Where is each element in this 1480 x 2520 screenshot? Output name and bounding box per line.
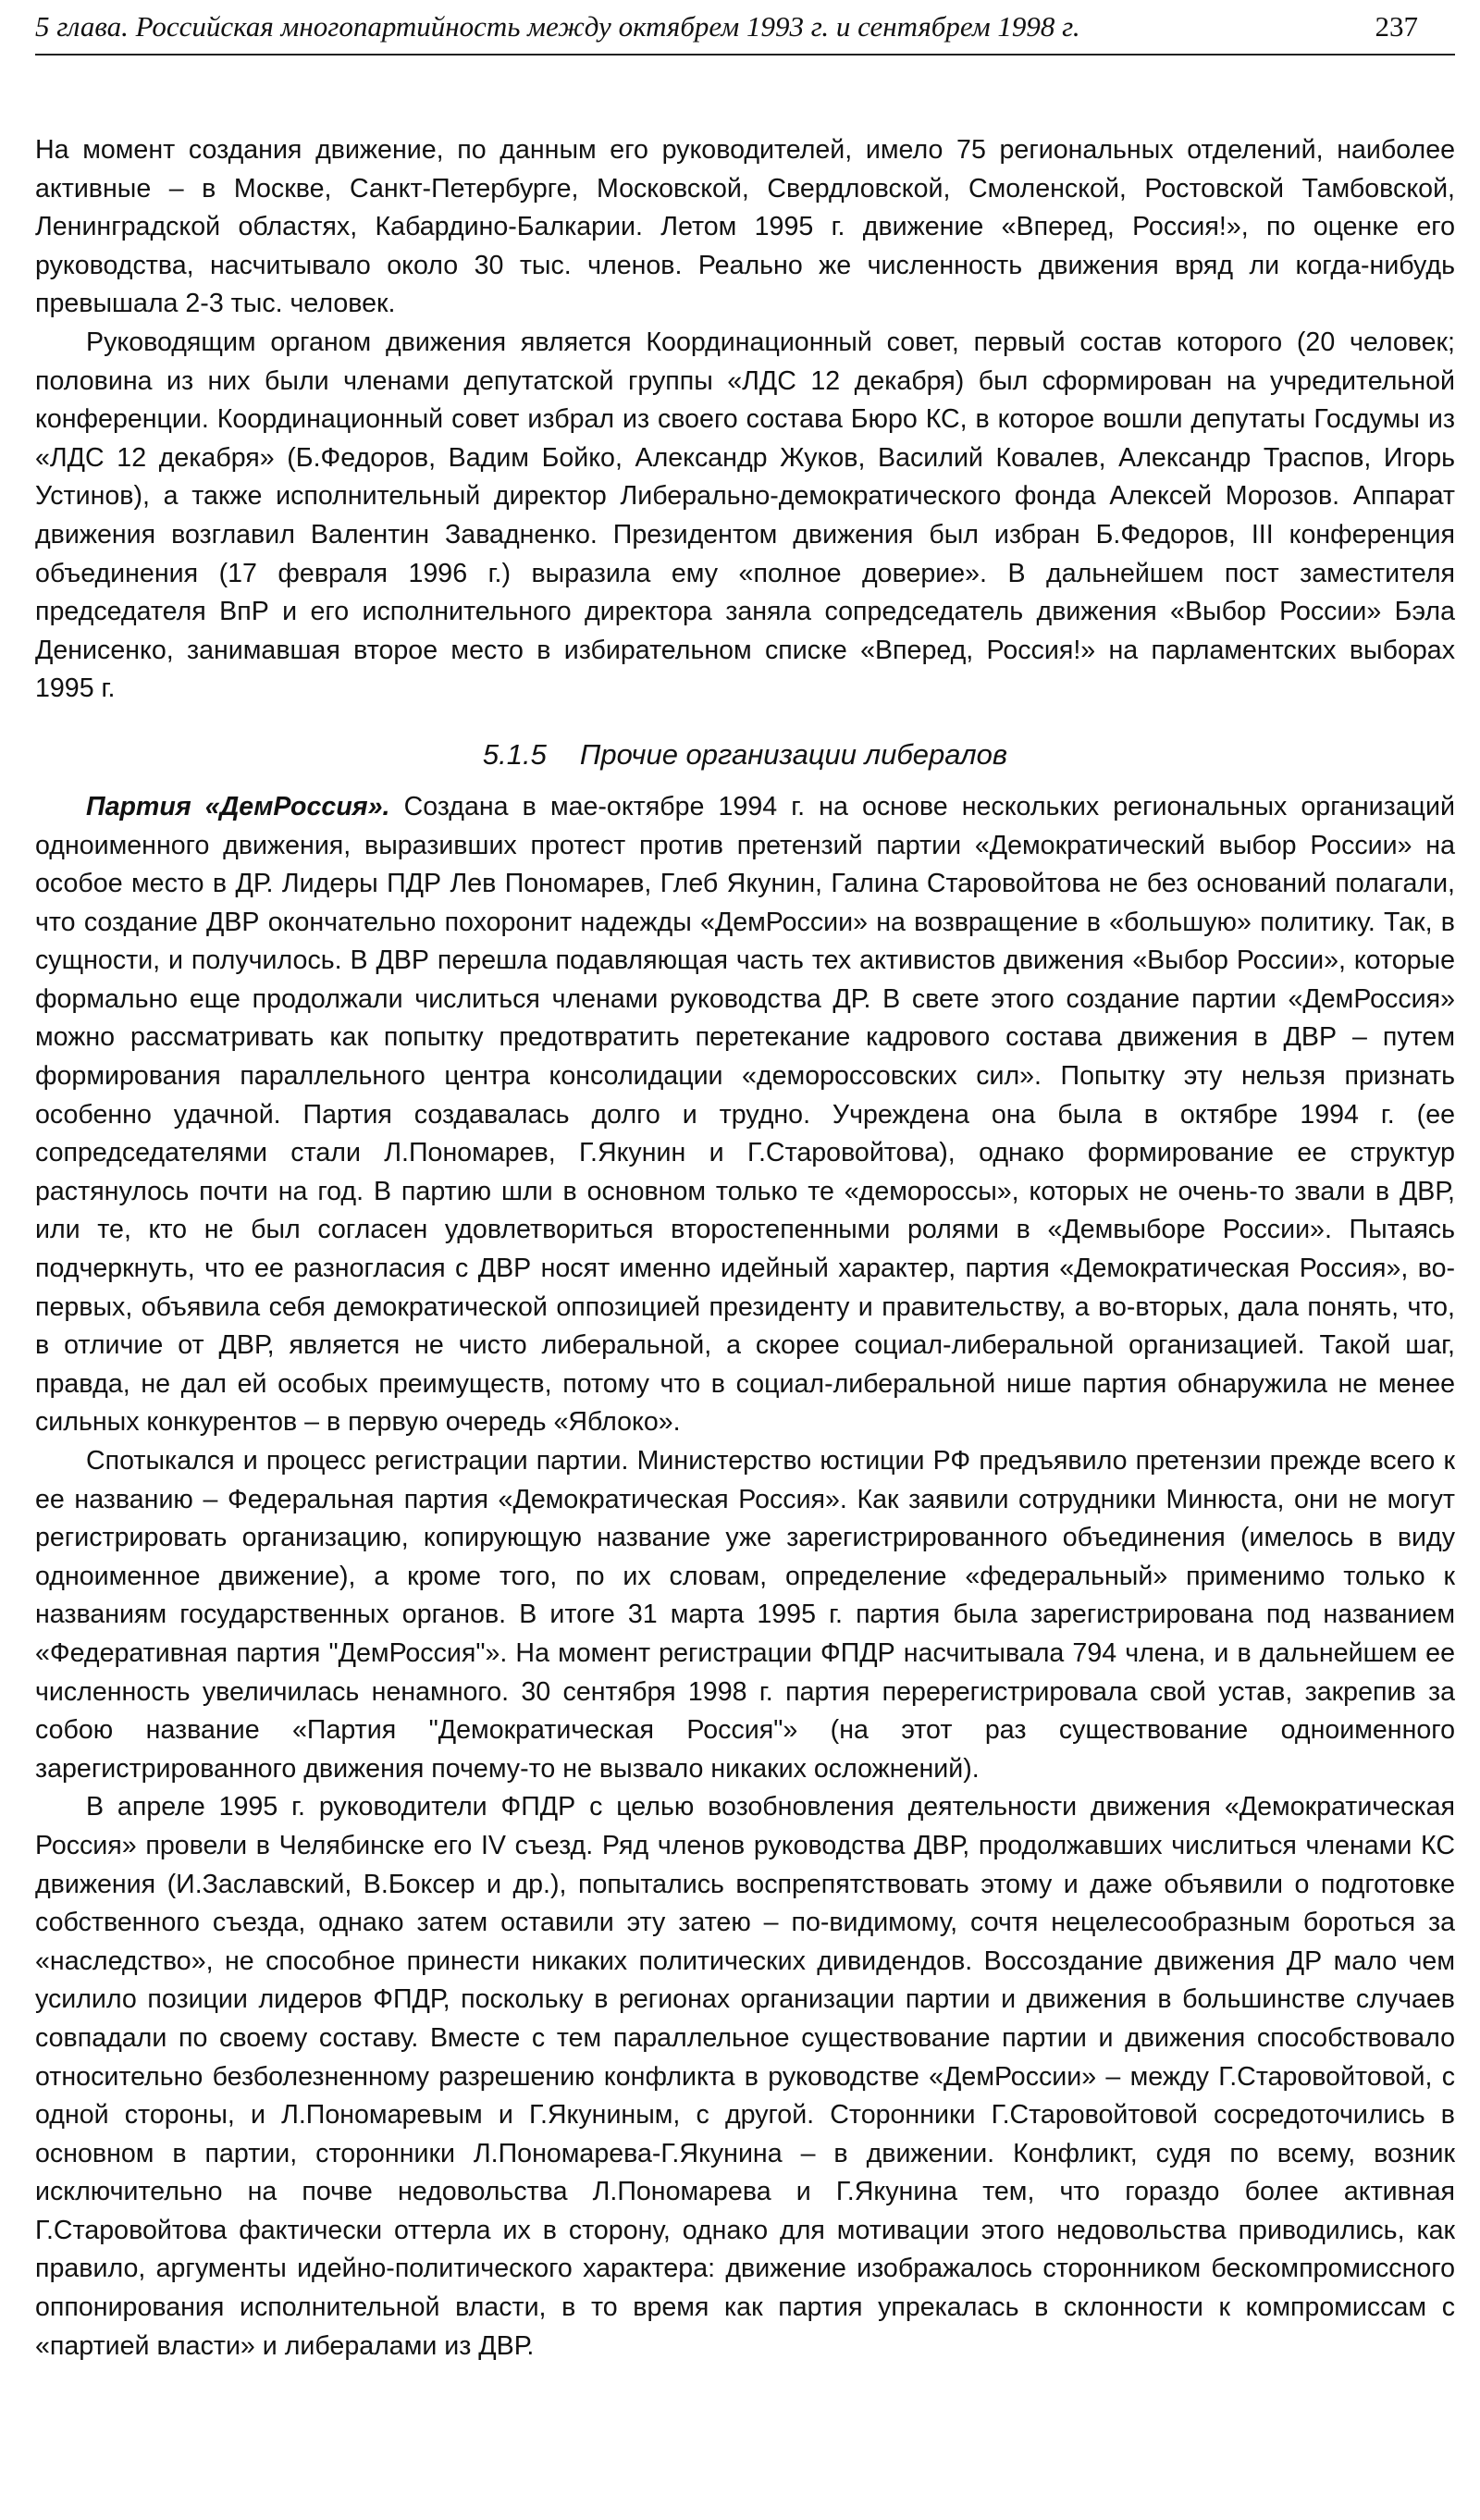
section-number: 5.1.5 — [482, 737, 547, 771]
book-page — [35, 0, 1455, 2366]
paragraph-3 — [35, 788, 1455, 1442]
chapter-title: 5 глава. Российская многопартийность между октябрем 1993 г. и сентябрем 1998 г. — [35, 10, 1080, 43]
body-text — [35, 131, 1455, 2366]
paragraph-1: На момент создания движение, по данным его руководителей, имело 75 региональных отделений, наиболее активные – в Москве, Санкт-Петербурге, Московской, Свердловской, Смоленской, Ростовской Тамбовской, Ленинградской областях, Кабардино-Балкарии. Летом 1995 г. движение «Вперед, Россия!», по оценке его руководства, насчитывало около 30 тыс. членов. Реально же численность движения вряд ли когда-нибудь превышала 2-3 тыс. человек. — [35, 135, 1455, 319]
paragraph-2: Руководящим органом движения является Координационный совет, первый состав которого (20 человек; половина из них были членами депутатской группы «ЛДС 12 декабря) был сформирован на учредительной конференции. Координационный совет избрал из своего состава Бюро КС, в которое вошли депутаты Госдумы из «ЛДС 12 декабря» (Б.Федоров, Вадим Бойко, Александр Жуков, Василий Ковалев, Александр Траспов, Игорь Устинов), а также исполнительный директор Либерально-демократического фонда Алексей Морозов. Аппарат движения возглавил Валентин Завадненко. Президентом движения был избран Б.Федоров, III конференция объединения (17 февраля 1996 г.) выразила ему «полное доверие». В дальнейшем пост заместителя председателя ВпР и его исполнительного директора заняла сопредседатель движения «Выбор России» Бэла Денисенко, занимавшая второе место в избирательном списке «Вперед, Россия!» на парламентских выборах 1995 г. — [35, 327, 1455, 704]
page-number: 237 — [1375, 10, 1418, 43]
paragraph-3-text: Создана в мае-октябре 1994 г. на основе нескольких региональных организаций одноименного движения, выразивших протест против претензий партии «Демократический выбор России» на особое место в ДР. Лидеры ПДР Лев Пономарев, Глеб Якунин, Галина Старовойтова не без оснований полагали, что создание ДВР окончательно похоронит надежды «ДемРоссии» на возвращение в «большую» политику. Так, в сущности, и получилось. В ДВР перешла подавляющая часть тех активистов движения «Выбор России», которые формально еще продолжали числиться членами руководства ДР. В свете этого создание партии «ДемРоссия» можно рассматривать как попытку предотвратить перетекание кадрового состава движения в ДВР – путем формирования параллельного центра консолидации «демороссовских сил». Попытку эту нельзя признать особенно удачной. Партия создавалась долго и трудно. Учреждена она была в октябре 1994 г. (ее сопредседателями стали Л.Пономарев, Г.Якунин и Г.Старовойтова), однако формирование ее структур растянулось почти на год. В партию шли в основном только те «демороссы», которых не очень-то звали в ДВР, или те, кто не был согласен удовлетвориться второстепенными ролями в «Демвыборе России». Пытаясь подчеркнуть, что ее разногласия с ДВР носят именно идейный характер, партия «Демократическая Россия», во-первых, объявила себя демократической оппозицией президенту и правительству, а во-вторых, дала понять, что, в отличие от ДВР, является не чисто либеральной, а скорее социал-либеральной организацией. Такой шаг, правда, не дал ей особых преимуществ, потому что в социал-либеральной нише партия обнаружила не менее сильных конкурентов – в первую очередь «Яблоко». — [35, 791, 1455, 1438]
section-heading — [35, 735, 1455, 775]
running-header — [35, 0, 1455, 56]
party-name-lead: Партия «ДемРоссия». — [86, 791, 390, 821]
paragraph-5: В апреле 1995 г. руководители ФПДР с целью возобновления деятельности движения «Демократическая Россия» провели в Челябинске его IV съезд. Ряд членов руководства ДВР, продолжавших числиться членами КС движения (И.Заславский, В.Боксер и др.), попытались воспрепятствовать этому и даже объявили о подготовке собственного съезда, однако затем оставили эту затею – по-видимому, сочтя нецелесообразным бороться за «наследство», не способное принести никаких политических дивидендов. Воссоздание движения ДР мало чем усилило позиции лидеров ФПДР, поскольку в регионах организации партии и движения в большинстве случаев совпадали по своему составу. Вместе с тем параллельное существование партии и движения способствовало относительно безболезненному разрешению конфликта в руководстве «ДемРоссии» – между Г.Старовойтовой, с одной стороны, и Л.Пономаревым и Г.Якуниным, с другой. Сторонники Г.Старовойтовой сосредоточились в основном в партии, сторонники Л.Пономарева-Г.Якунина – в движении. Конфликт, судя по всему, возник исключительно на почве недовольства Л.Пономарева и Г.Якунина тем, что гораздо более активная Г.Старовойтова фактически оттерла их в сторону, однако для мотивации этого недовольства приводились, как правило, аргументы идейно-политического характера: движение изображалось сторонником бескомпромиссного оппонирования исполнительной власти, в то время как партия упрекалась в склонности к компромиссам с «партией власти» и либералами из ДВР. — [35, 1792, 1455, 2361]
paragraph-4: Спотыкался и процесс регистрации партии. Министерство юстиции РФ предъявило претензии прежде всего к ее названию – Федеральная партия «Демократическая Россия». Как заявили сотрудники Минюста, они не могут регистрировать организацию, копирующую название уже зарегистрированного объединения (имелось в виду одноименное движение), а кроме того, по их словам, определение «федеральный» применимо только к названиям государственных органов. В итоге 31 марта 1995 г. партия была зарегистрирована под названием «Федеративная партия "ДемРоссия"». На момент регистрации ФПДР насчитывала 794 члена, и в дальнейшем ее численность увеличилась ненамного. 30 сентября 1998 г. партия перерегистрировала свой устав, закрепив за собою название «Партия "Демократическая Россия"» (на этот раз существование одноименного зарегистрированного движения почему-то не вызвало никаких осложнений). — [35, 1446, 1455, 1784]
section-title: Прочие организации либералов — [579, 737, 1008, 771]
